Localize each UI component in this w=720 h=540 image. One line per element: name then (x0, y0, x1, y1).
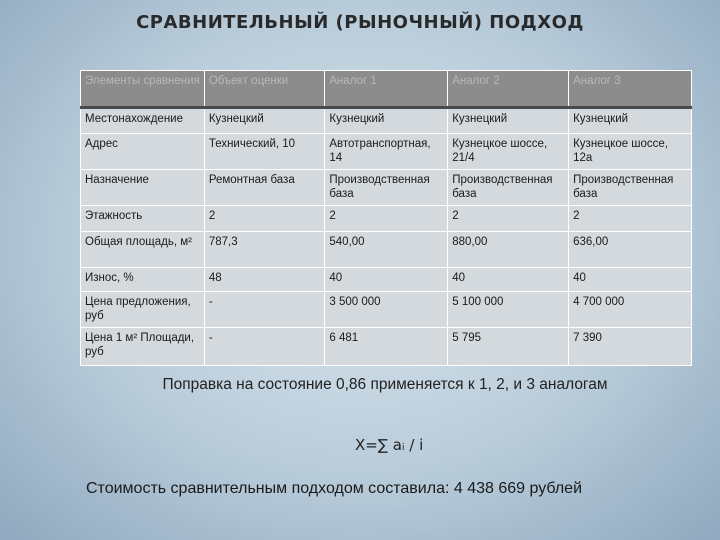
table-row (81, 292, 692, 328)
table-cell: 7 390 (569, 328, 692, 366)
table-cell: Кузнецкое шоссе, 21/4 (448, 134, 569, 170)
column-header: Аналог 1 (325, 71, 448, 108)
table-cell: Общая площадь, м² (81, 232, 205, 268)
table-cell: Производственная база (448, 170, 569, 206)
table-cell: Адрес (81, 134, 205, 170)
table-row (81, 232, 692, 268)
table-row (81, 206, 692, 232)
table-cell: - (204, 328, 325, 366)
table-cell: Цена 1 м² Площади, руб (81, 328, 205, 366)
table-cell: Кузнецкий (448, 108, 569, 134)
column-header: Аналог 3 (569, 71, 692, 108)
table-cell: Этажность (81, 206, 205, 232)
table-cell: Производственная база (325, 170, 448, 206)
page-title: СРАВНИТЕЛЬНЫЙ (РЫНОЧНЫЙ) ПОДХОД (136, 12, 584, 33)
adjustment-note: Поправка на состояние 0,86 применяется к 1, 2, и 3 аналогам (162, 376, 608, 393)
table-cell: 5 100 000 (448, 292, 569, 328)
table-cell: Ремонтная база (204, 170, 325, 206)
average-formula: X=∑ aᵢ / i (355, 436, 424, 454)
table-cell: 40 (325, 268, 448, 292)
table-cell: 4 700 000 (569, 292, 692, 328)
table-cell: 2 (448, 206, 569, 232)
table-cell: Автотранспортная, 14 (325, 134, 448, 170)
column-header: Объект оценки (204, 71, 325, 108)
table-cell: Цена предложения, руб (81, 292, 205, 328)
table-cell: Технический, 10 (204, 134, 325, 170)
table-cell: 48 (204, 268, 325, 292)
table-cell: - (204, 292, 325, 328)
table-cell: Производственная база (569, 170, 692, 206)
table-cell: Местонахождение (81, 108, 205, 134)
table-cell: 5 795 (448, 328, 569, 366)
table-cell: Кузнецкий (569, 108, 692, 134)
table-row (81, 170, 692, 206)
table-cell: 40 (569, 268, 692, 292)
table-cell: Износ, % (81, 268, 205, 292)
column-header: Аналог 2 (448, 71, 569, 108)
table-cell: 40 (448, 268, 569, 292)
table-row (81, 328, 692, 366)
table-cell: 2 (325, 206, 448, 232)
column-header: Элементы сравнения (81, 71, 205, 108)
result-text: Стоимость сравнительным подходом составила: 4 438 669 рублей (86, 480, 583, 497)
comparison-table (80, 70, 692, 366)
table-cell: Кузнецкий (325, 108, 448, 134)
table-cell: Кузнецкий (204, 108, 325, 134)
table-cell: 880,00 (448, 232, 569, 268)
table-cell: 636,00 (569, 232, 692, 268)
table-cell: Кузнецкое шоссе, 12а (569, 134, 692, 170)
table-cell: 787,3 (204, 232, 325, 268)
table-cell: 6 481 (325, 328, 448, 366)
table-cell: 3 500 000 (325, 292, 448, 328)
table-cell: 540,00 (325, 232, 448, 268)
table-row (81, 108, 692, 134)
table-header-row (81, 71, 692, 108)
table-row (81, 134, 692, 170)
table-cell: Назначение (81, 170, 205, 206)
table-cell: 2 (569, 206, 692, 232)
table-row (81, 268, 692, 292)
table-cell: 2 (204, 206, 325, 232)
